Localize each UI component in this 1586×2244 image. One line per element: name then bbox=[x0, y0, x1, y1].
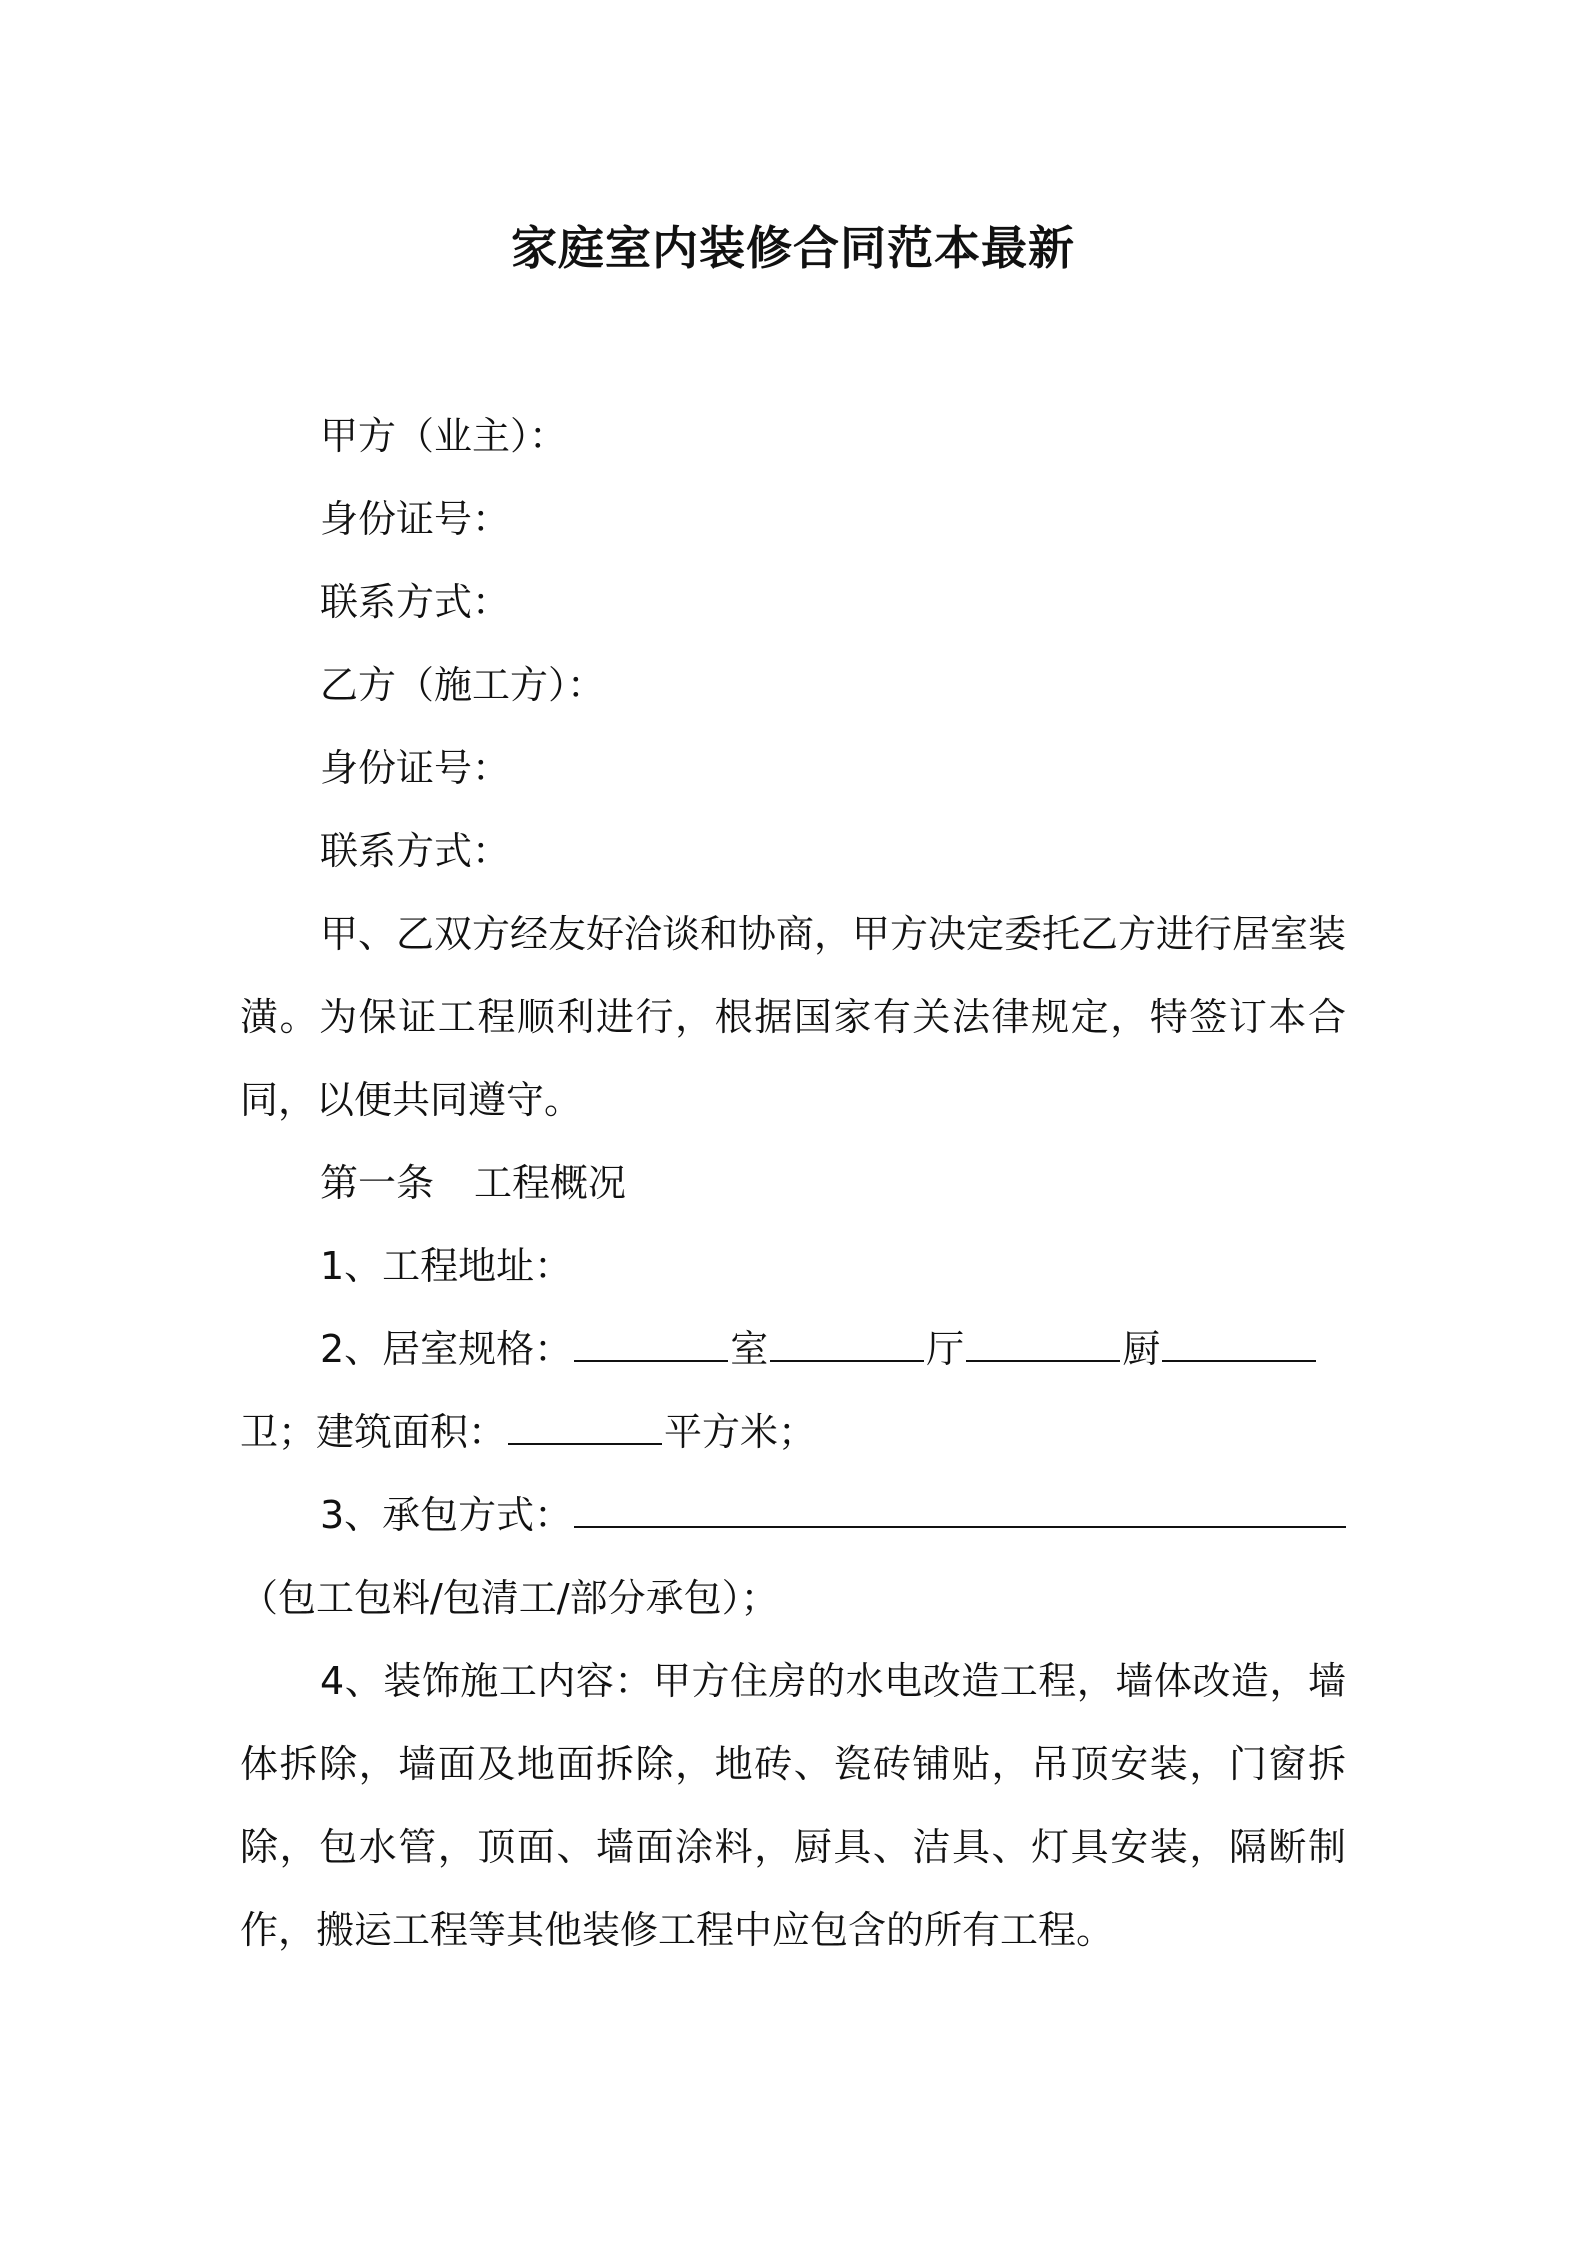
hall-unit: 厅 bbox=[926, 1327, 965, 1371]
room-count-blank bbox=[574, 1320, 728, 1362]
item2-room-spec bbox=[240, 1308, 1346, 1391]
contract-mode-blank bbox=[574, 1486, 1346, 1528]
item4-scope-paragraph: 4、装饰施工内容：甲方住房的水电改造工程，墙体改造，墙体拆除，墙面及地面拆除，地砖、瓷砖铺贴，吊顶安装，门窗拆除，包水管，顶面、墙面涂料，厨具、洁具、灯具安装，隔断制作，搬运工程等其他装修工程中应包含的所有工程。 bbox=[240, 1659, 1346, 1952]
party-a-label: 甲方（业主）： bbox=[320, 414, 568, 458]
bath-count-blank bbox=[1162, 1320, 1316, 1362]
party-b-contact-label: 联系方式： bbox=[320, 829, 511, 873]
party-b-id-label: 身份证号： bbox=[320, 746, 511, 790]
document-body bbox=[240, 395, 1346, 1972]
item1-address: 1、工程地址： bbox=[320, 1244, 573, 1288]
article1-heading bbox=[240, 1142, 1346, 1225]
kitchen-count-blank bbox=[966, 1320, 1120, 1362]
kitchen-unit: 厨 bbox=[1122, 1327, 1161, 1371]
item2-label: 2、居室规格： bbox=[320, 1327, 573, 1371]
room-unit: 室 bbox=[730, 1327, 769, 1371]
party-b-label: 乙方（施工方）： bbox=[320, 663, 606, 707]
item3-label: 3、承包方式： bbox=[320, 1493, 573, 1537]
item2-area-line bbox=[240, 1391, 1346, 1474]
bath-unit-and-area-label: 卫；建筑面积： bbox=[240, 1410, 507, 1454]
area-unit: 平方米； bbox=[664, 1410, 817, 1454]
article1-heading-number: 第一条 bbox=[320, 1161, 435, 1205]
party-a-contact-label: 联系方式： bbox=[320, 580, 511, 624]
party-a-id-label: 身份证号： bbox=[320, 497, 511, 541]
preamble-paragraph: 甲、乙双方经友好洽谈和协商，甲方决定委托乙方进行居室装潢。为保证工程顺利进行，根据国家有关法律规定，特签订本合同，以便共同遵守。 bbox=[240, 912, 1347, 1122]
hall-count-blank bbox=[770, 1320, 924, 1362]
article1-heading-text: 工程概况 bbox=[474, 1161, 627, 1205]
document-title: 家庭室内装修合同范本最新 bbox=[511, 221, 1075, 275]
item3-contract-mode bbox=[240, 1474, 1346, 1557]
item3-note: （包工包料/包清工/部分承包）； bbox=[240, 1576, 779, 1620]
area-blank bbox=[508, 1403, 662, 1445]
